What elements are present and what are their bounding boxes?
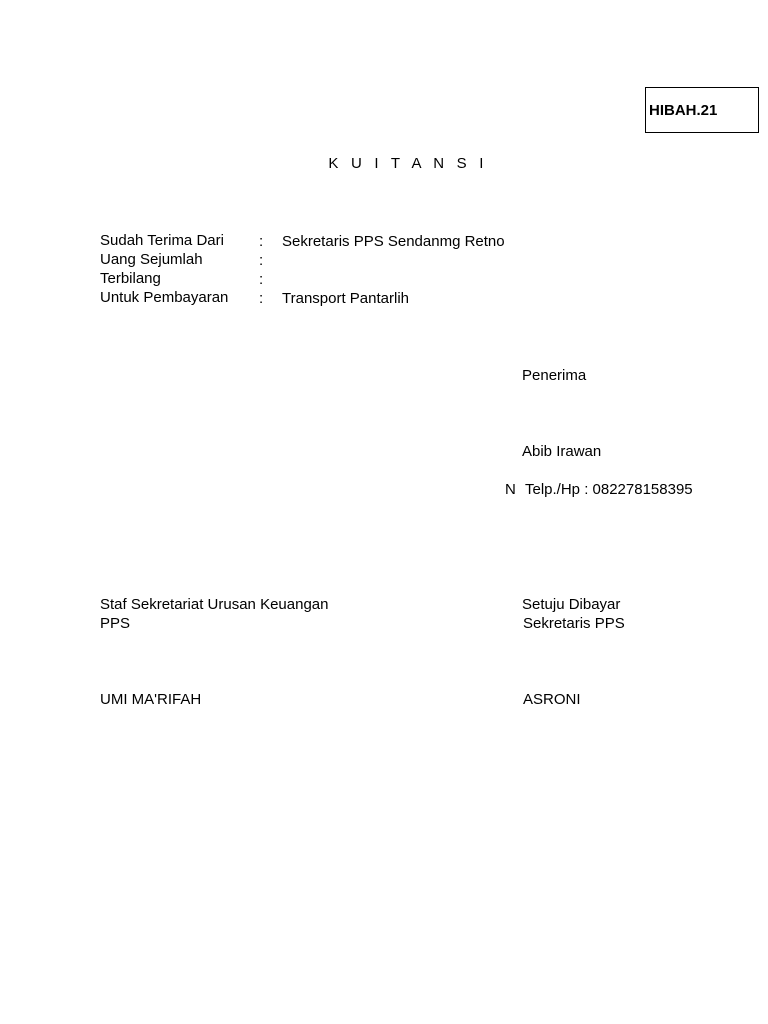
approver-title: Setuju Dibayar: [522, 596, 621, 613]
finance-staff-name: UMI MA'RIFAH: [100, 691, 202, 708]
field-colon: :: [259, 252, 264, 269]
approver-name: ASRONI: [523, 691, 581, 708]
receiver-name: Abib Irawan: [522, 443, 602, 460]
field-label-untuk-pembayaran: Untuk Pembayaran: [100, 289, 229, 306]
finance-staff-title: Staf Sekretariat Urusan Keuangan: [100, 596, 329, 613]
field-value-untuk-pembayaran: Transport Pantarlih: [282, 290, 410, 307]
finance-staff-title-line2: PPS: [100, 615, 131, 632]
field-colon: :: [259, 290, 264, 307]
receiver-prefix: N: [505, 481, 516, 498]
field-colon: :: [259, 233, 264, 250]
field-label-uang-sejumlah: Uang Sejumlah: [100, 251, 203, 268]
document-code: HIBAH.21: [649, 102, 718, 119]
field-label-sudah-terima-dari: Sudah Terima Dari: [100, 232, 224, 249]
document-code-box: [645, 87, 759, 133]
receiver-phone: Telp./Hp : 082278158395: [525, 481, 693, 498]
field-label-terbilang: Terbilang: [100, 270, 161, 287]
approver-title-line2: Sekretaris PPS: [523, 615, 625, 632]
document-title: K U I T A N S I: [328, 155, 488, 172]
field-value-sudah-terima-dari: Sekretaris PPS Sendanmg Retno: [282, 233, 505, 250]
field-colon: :: [259, 271, 264, 288]
receiver-role: Penerima: [522, 367, 587, 384]
